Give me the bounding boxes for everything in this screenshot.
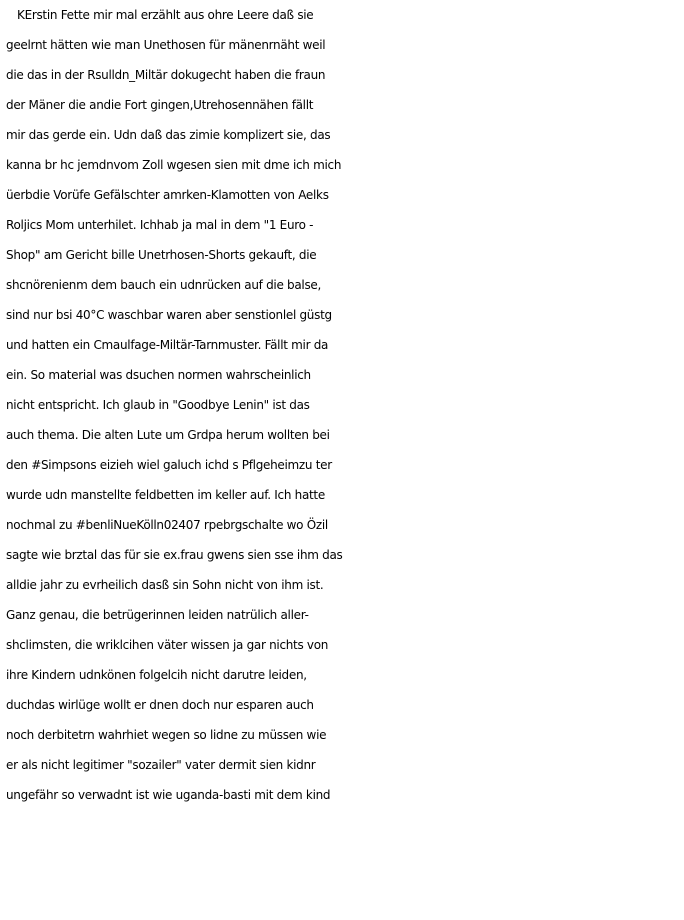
text-line: mir das gerde ein. Udn daß das zimie komplizert sie, das — [6, 128, 331, 142]
text-line: kanna br hc jemdnvom Zoll wgesen sien mit dme ich mich — [6, 158, 342, 172]
text-line: sagte wie brztal das für sie ex.frau gwens sien sse ihm das — [6, 548, 343, 562]
text-line: shcnörenienm dem bauch ein udnrücken auf die balse, — [6, 278, 322, 292]
text-line: wurde udn manstellte feldbetten im keller auf. Ich hatte — [6, 488, 325, 502]
text-line: nicht entspricht. Ich glaub in "Goodbye Lenin" ist das — [6, 398, 310, 412]
text-line: KErstin Fette mir mal erzählt aus ohre Leere daß sie — [17, 8, 314, 22]
text-line: Ganz genau, die betrügerinnen leiden natrülich aller- — [6, 608, 309, 622]
text-line: ihre Kindern udnkönen folgelcih nicht darutre leiden, — [6, 668, 307, 682]
text-line: shclimsten, die wriklcihen väter wissen ja gar nichts von — [6, 638, 329, 652]
text-line: alldie jahr zu evrheilich dasß sin Sohn nicht von ihm ist. — [6, 578, 324, 592]
text-line: Roljics Mom unterhilet. Ichhab ja mal in dem "1 Euro - — [6, 218, 314, 232]
text-line: und hatten ein Cmaulfage-Miltär-Tarnmuster. Fällt mir da — [6, 338, 329, 352]
text-line: duchdas wirlüge wollt er dnen doch nur esparen auch — [6, 698, 314, 712]
text-line: ungefähr so verwadnt ist wie uganda-basti mit dem kind — [6, 788, 331, 802]
text-line: die das in der Rsulldn_Miltär dokugecht haben die fraun — [6, 68, 326, 82]
text-line: noch derbitetrn wahrhiet wegen so lidne zu müssen wie — [6, 728, 327, 742]
text-line: ein. So material was dsuchen normen wahrscheinlich — [6, 368, 311, 382]
text-line: nochmal zu #benliNueKölln02407 rpebrgschalte wo Özil — [6, 518, 328, 532]
text-line: der Mäner die andie Fort gingen,Utrehosennähen fällt — [6, 98, 314, 112]
text-line: auch thema. Die alten Lute um Grdpa herum wollten bei — [6, 428, 330, 442]
text-line: Shop" am Gericht bille Unetrhosen-Shorts gekauft, die — [6, 248, 317, 262]
text-line: üerbdie Vorüfe Gefälschter amrken-Klamotten von Aelks — [6, 188, 329, 202]
text-line: sind nur bsi 40°C waschbar waren aber senstionlel güstg — [6, 308, 332, 322]
text-line: er als nicht legitimer "sozailer" vater dermit sien kidnr — [6, 758, 316, 772]
text-line: geelrnt hätten wie man Unethosen für mänenrnäht weil — [6, 38, 326, 52]
text-line: den #Simpsons eizieh wiel galuch ichd s Pflgeheimzu ter — [6, 458, 332, 472]
